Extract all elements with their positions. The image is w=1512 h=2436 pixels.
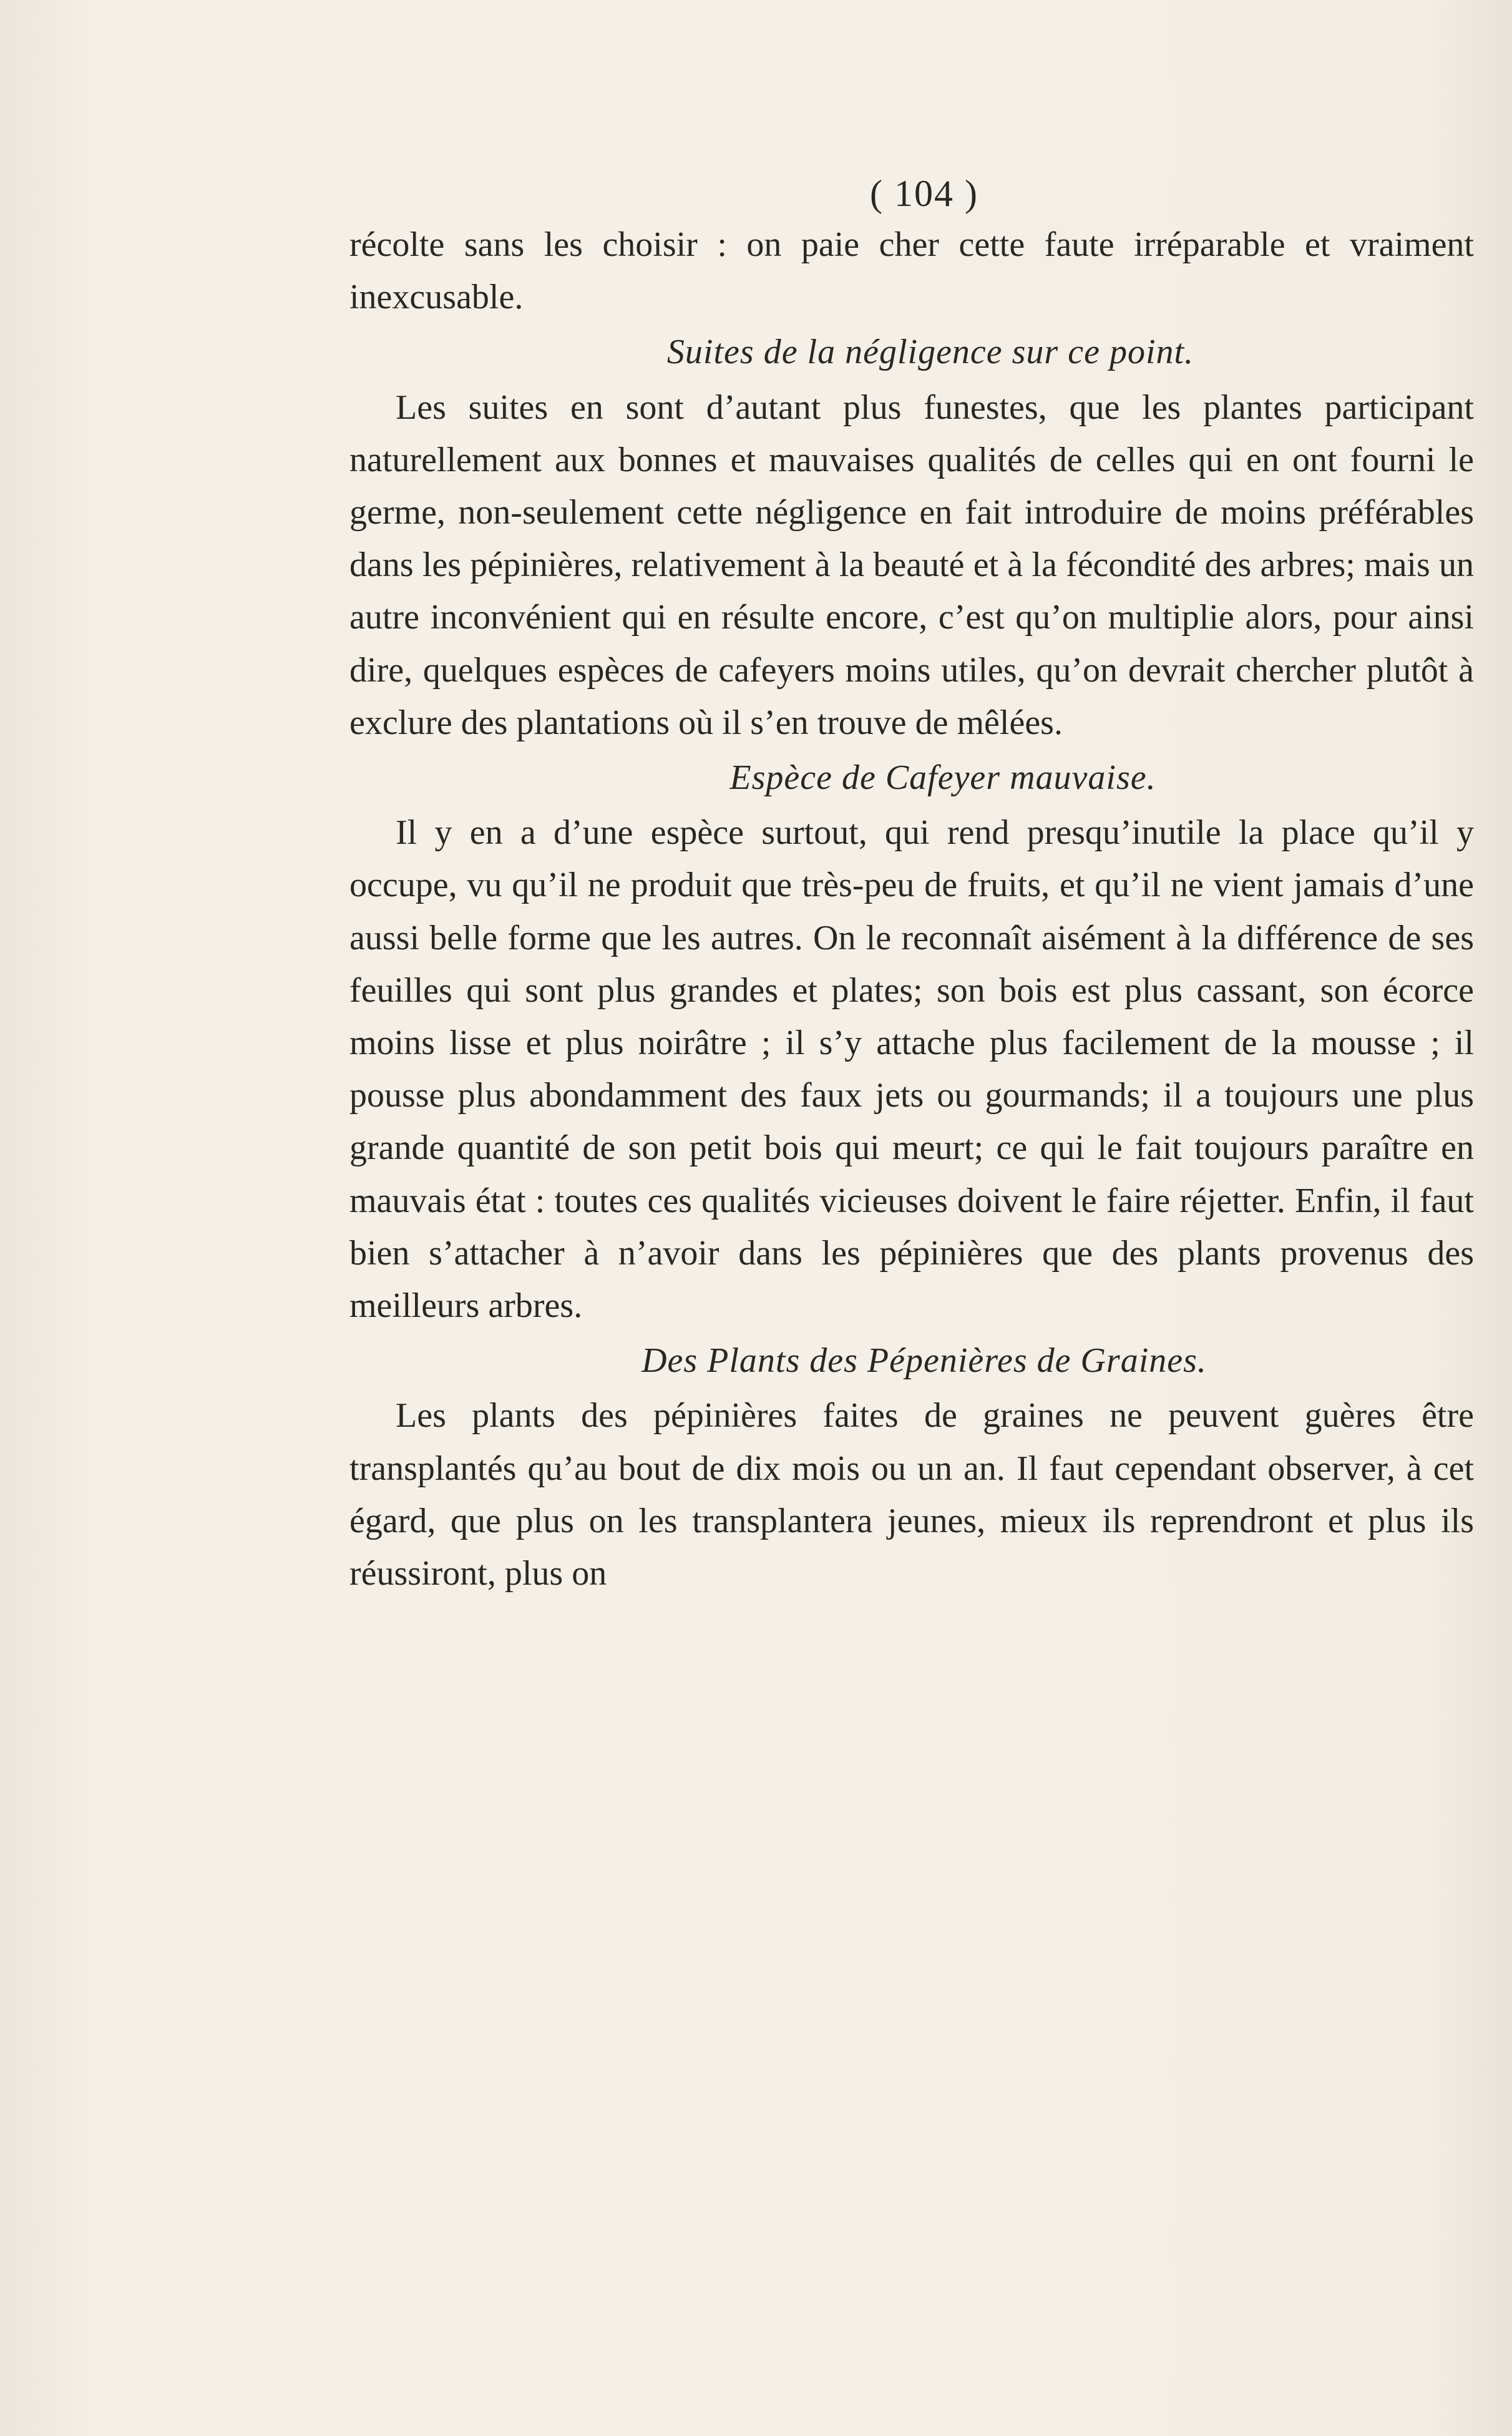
paragraph-4: Les plants des pépinières faites de graines ne peuvent guères être transplantés qu’au bout de dix mois ou un an. Il faut cependant observer, à cet égard, que plus on les transplantera jeunes, mieux ils reprendront et plus ils réussiront, plus on [349,1396,1474,1593]
text-block [349,169,1474,1600]
paragraph-3: Il y en a d’une espèce surtout, qui rend presqu’inutile la place qu’il y occupe, vu qu’il ne produit que très-peu de fruits, et qu’il ne vient jamais d’une aussi belle forme que les autres. On le reconnaît aisément à la différence de ses feuilles qui sont plus grandes et plates; son bois est plus cassant, son écorce moins lisse et plus noirâtre ; il s’y attache plus facilement de la mousse ; il pousse plus abondamment des faux jets ou gourmands; il a toujours une plus grande quantité de son petit bois qui meurt; ce qui le fait toujours paraître en mauvais état : toutes ces qualités vicieuses doivent le faire réjetter. Enfin, il faut bien s’attacher à n’avoir dans les pépinières que des plants provenus des meilleurs arbres. [349,813,1474,1326]
section-heading-bad-species: Espèce de Cafeyer mauvaise. [729,758,1156,798]
paragraph-2: Les suites en sont d’autant plus funestes, que les plantes participant naturellement aux bonnes et mauvaises qualités de celles qui en ont fourni le germe, non-seulement cette négligence en fait introduire de moins préférables dans les pépinières, relativement à la beauté et à la fécondité des arbres; mais un autre inconvénient qui en résulte encore, c’est qu’on multiplie alors, pour ainsi dire, quelques espèces de cafeyers moins utiles, qu’on devrait chercher plutôt à exclure des plantations où il s’en trouve de mêlées. [349,388,1474,742]
section-heading-seed-nursery: Des Plants des Pépenières de Graines. [641,1341,1207,1381]
section-heading-negligence: Suites de la négligence sur ce point. [666,333,1194,372]
page-number: ( 104 ) [870,173,978,214]
paragraph-1: récolte sans les choisir : on paie cher cette faute irréparable et vraiment inexcusable. [349,225,1474,317]
